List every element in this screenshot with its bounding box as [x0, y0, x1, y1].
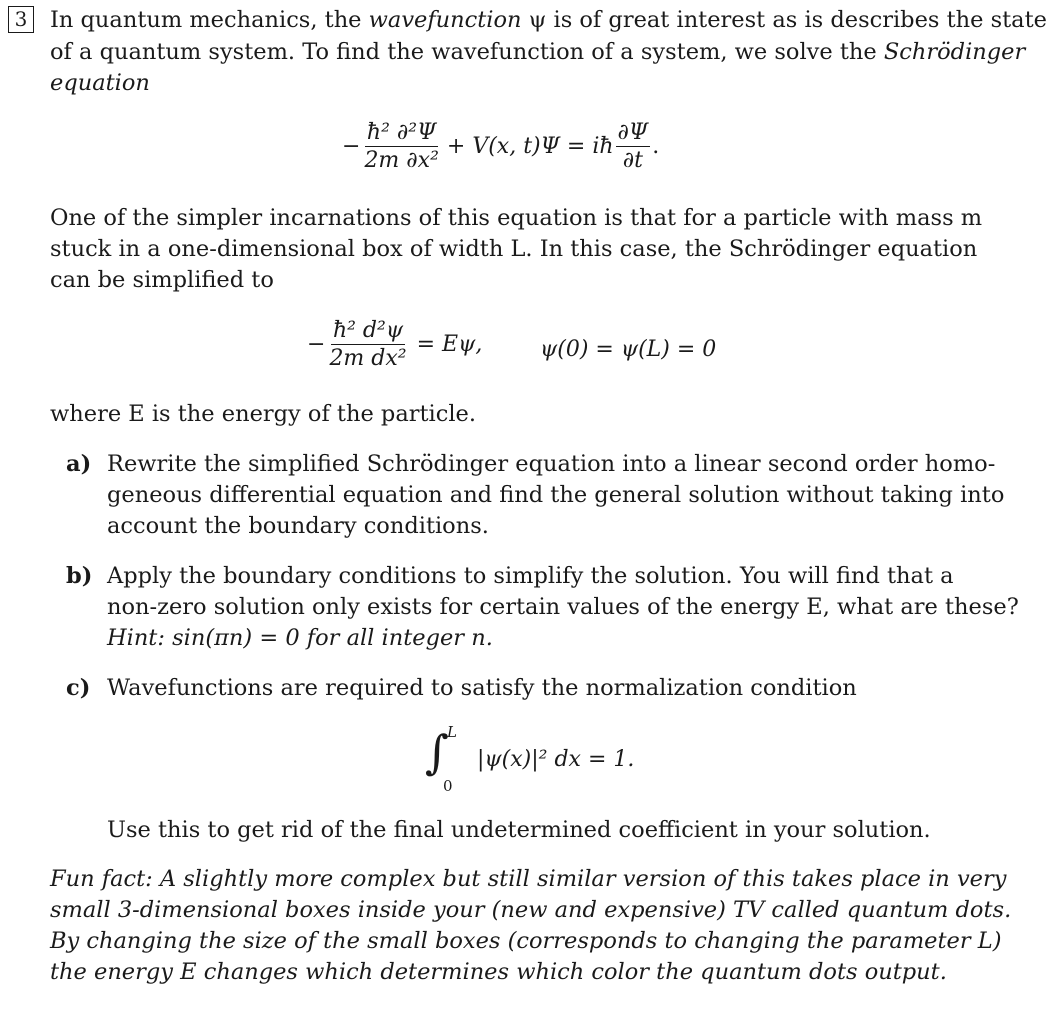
problem-number: 3 — [14, 7, 28, 31]
part-b-hint: Hint: sin(πn) = 0 for all integer n. — [107, 625, 493, 651]
funfact-line-2: small 3-dimensional boxes inside your (new and expensive) TV called quantum dots. — [50, 897, 1012, 923]
boundary-conditions: ψ(0) = ψ(L) = 0 — [540, 337, 717, 362]
part-a-label: a) — [66, 451, 92, 477]
integral-upper-limit: L — [447, 723, 457, 741]
intro-line-1: In quantum mechanics, the wavefunction ψ is of great interest as is describes the state — [50, 7, 1047, 33]
part-a-line-1: Rewrite the simplified Schrödinger equation into a linear second order homo- — [107, 451, 996, 477]
para2-line-3: can be simplified to — [50, 267, 274, 293]
funfact-line-1: Fun fact: A slightly more complex but still similar version of this takes place in very — [50, 866, 1007, 892]
energy-description: where E is the energy of the particle. — [50, 401, 477, 427]
intro-line-2: of a quantum system. To find the wavefunction of a system, we solve the Schrödinger — [50, 39, 1026, 65]
part-c-line-1: Wavefunctions are required to satisfy the normalization condition — [107, 675, 857, 701]
integral-lower-limit: 0 — [443, 777, 453, 795]
schrodinger-equation: − $\frac{\text{ħ² ∂²Ψ}}{\text{2m ∂x²}}$ + V(x, t)Ψ = iħ $\frac{\partial\Psi}{\partial t}$ . — [342, 120, 660, 173]
para2-line-2: stuck in a one-dimensional box of width L. In this case, the Schrödinger equation — [50, 236, 978, 262]
part-b-line-2: non-zero solution only exists for certain values of the energy E, what are these? — [107, 594, 1019, 620]
part-a-line-2: geneous differential equation and find the general solution without taking into — [107, 482, 1005, 508]
part-c-line-2: Use this to get rid of the final undetermined coefficient in your solution. — [107, 817, 931, 843]
intro-line-3: equation — [50, 70, 150, 96]
integrand: |ψ(x)|² dx = 1. — [477, 747, 635, 772]
part-c-label: c) — [66, 675, 91, 701]
part-b-label: b) — [66, 563, 93, 589]
funfact-line-4: the energy E changes which determines which color the quantum dots output. — [50, 959, 947, 985]
problem-number-box — [8, 6, 34, 33]
normalization-equation — [425, 725, 665, 805]
funfact-line-3: By changing the size of the small boxes (corresponds to changing the parameter L) — [50, 928, 1002, 954]
part-a-line-3: account the boundary conditions. — [107, 513, 489, 539]
simplified-equation: − $\frac{\text{ħ² d²ψ}}{\text{2m dx²}}$ = Eψ, — [307, 318, 483, 371]
integral-sign: ∫ — [425, 725, 449, 779]
para2-line-1: One of the simpler incarnations of this equation is that for a particle with mass m — [50, 205, 983, 231]
part-b-line-1: Apply the boundary conditions to simplify the solution. You will find that a — [107, 563, 954, 589]
